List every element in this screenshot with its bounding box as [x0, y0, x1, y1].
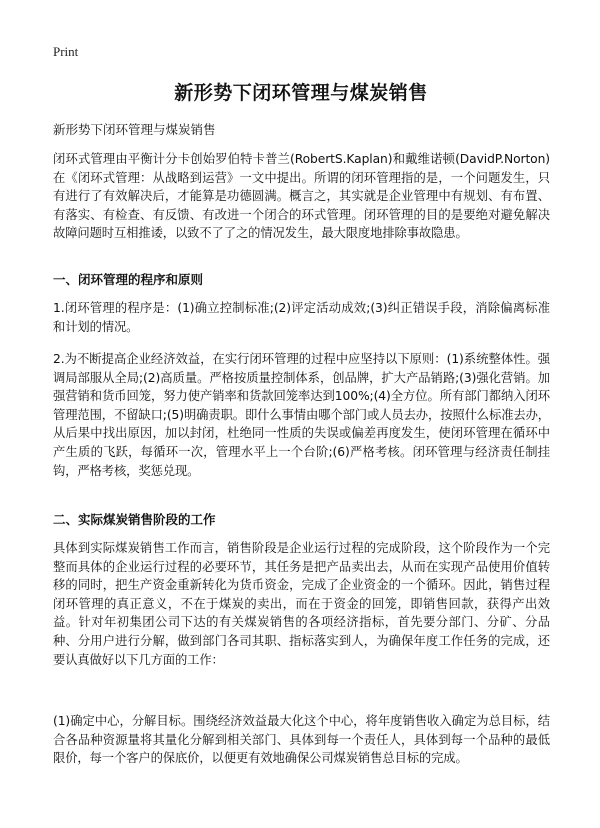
- page-title: 新形势下闭环管理与煤炭销售: [174, 82, 428, 104]
- sales-stage-paragraph: 具体到实际煤炭销售工作而言，销售阶段是企业运行过程的完成阶段，这个阶段作为一个完整而具体的企业运行过程的必要环节，其任务是把产品卖出去，从而在实现产品使用价值转移的同时，把生产资金重新转化为货币资金，完成了企业资金的一个循环。因此，销售过程闭环管理的真正意义，不在于煤炭的卖出，而在于资金的回笼，即销售回款，获得产出效益。针对年初集团公司下达的有关煤炭销售的各项经济指标，首先要分部门、分矿、分品种、分用户进行分解，做到部门各司其职、指标落实到人，为确保年度工作任务的完成，还要认真做好以下几方面的工作：: [53, 541, 550, 667]
- print-link[interactable]: Print: [53, 44, 79, 59]
- section-heading-sales-work: 二、实际煤炭销售阶段的工作: [53, 512, 216, 527]
- principles-paragraph: 2.为不断提高企业经济效益，在实行闭环管理的过程中应坚持以下原则：(1)系统整体性。强调局部服从全局;(2)高质量。严格按质量控制体系，创品牌，扩大产品销路;(3)强化营销。加强营销和货币回笼，努力使产销率和货款回笼率达到100%;(4)全方位。所有部门都纳入闭环管理范围，不留缺口;(5)明确责职。即什么事情由哪个部门或人员去办，按照什么标准去办，从后果中找出原因，加以封闭，杜绝同一性质的失误或偏差再度发生，使闭环管理在循环中产生质的飞跃，每循环一次，管理水平上一个台阶;(6)严格考核。闭环管理与经济责任制挂钩，严格考核，奖惩兑现。: [53, 352, 550, 478]
- document-subtitle: 新形势下闭环管理与煤炭销售: [53, 122, 216, 137]
- section-heading-procedures: 一、闭环管理的程序和原则: [53, 272, 204, 287]
- target-decomposition-paragraph: (1)确定中心，分解目标。围绕经济效益最大化这个中心，将年度销售收入确定为总目标，结合各品种资源量将其量化分解到相关部门、具体到每一个责任人，具体到每一个品种的最低限价，每一个客户的保底价，以便更有效地确保公司煤炭销售总目标的完成。: [53, 714, 550, 766]
- intro-paragraph: 闭环式管理由平衡计分卡创始罗伯特卡普兰(RobertS.Kaplan)和戴维诺顿(DavidP.Norton)在《闭环式管理：从战略到运营》一文中提出。所谓的闭环管理指的是，一个问题发生，只有进行了有效解决后，才能算是功德圆满。概言之，其实就是企业管理中有规划、有布置、有落实、有检查、有反馈、有改进一个闭合的环式管理。闭环管理的目的是要绝对避免解决故障问题时互相推诿，以致不了了之的情况发生，最大限度地排除事故隐患。: [53, 152, 550, 241]
- procedure-paragraph: 1.闭环管理的程序是：(1)确立控制标准;(2)评定活动成效;(3)纠正错误手段，消除偏离标准和计划的情况。: [53, 301, 550, 334]
